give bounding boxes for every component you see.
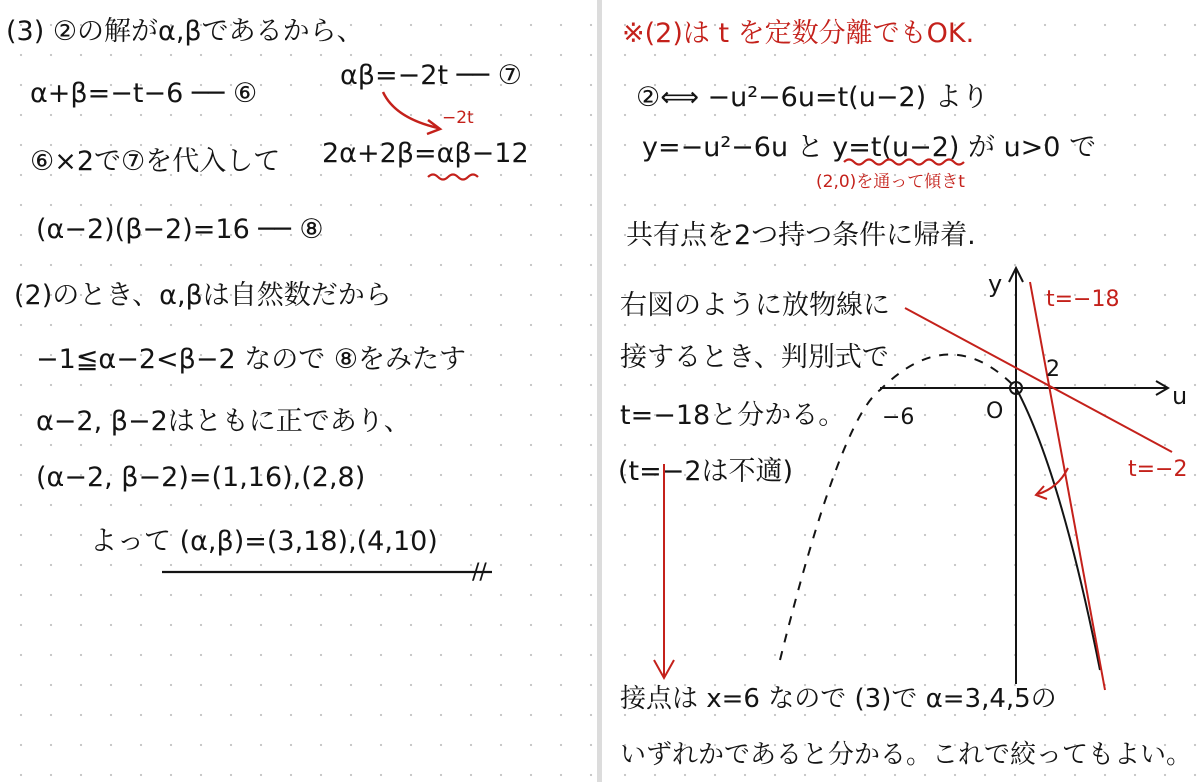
left-line-9: α−2, β−2はともに正であり、 [36,406,411,437]
left-line-10: (α−2, β−2)=(1,16),(2,8) [36,462,366,493]
right-line-9: いずれかであると分かる。これで絞ってもよい。 [620,740,1193,770]
right-line-2: y=−u²−6u と y=t(u−2) が u>0 で [642,132,1097,163]
parabola-dashed-branch [780,354,1016,660]
right-line-8: 接点は x=6 なので (3)で α=3,4,5の [620,684,1057,714]
graph-label-t-neg2: t=−2 [1128,457,1188,482]
right-line-4: 右図のように放物線に [620,290,890,321]
right-line-5: 接するとき、判別式で [620,342,889,373]
right-note: ※(2)は t を定数分離でもOK. [622,18,975,49]
right-line-3: 共有点を2つ持つ条件に帰着. [626,220,976,251]
right-line-1: ②⟺ −u²−6u=t(u−2) より [636,82,989,113]
graph-u-label: u [1172,382,1188,410]
left-line-2: α+β=−t−6 ── ⑥ [30,78,258,109]
graph-y-label: y [988,270,1003,298]
right-annot-through-point: (2,0)を通って傾きt [816,172,965,192]
graph-label-t-neg18: t=−18 [1046,287,1120,312]
left-line-5: 2α+2β=αβ−12 [322,138,529,169]
left-double-slash: // [472,560,487,585]
right-line-6: t=−18と分かる。 [620,400,846,431]
graph-tick-neg6: −6 [882,405,915,430]
line-t-neg18 [1030,282,1105,690]
alphabeta-wavy-underline [428,175,478,180]
left-line-11: よって (α,β)=(3,18),(4,10) [90,526,438,557]
left-line-6: (α−2)(β−2)=16 ── ⑧ [36,214,324,245]
left-line-7: (2)のとき、α,βは自然数だから [14,280,392,311]
right-line-7: (t=−2は不適) [618,456,794,487]
left-annot-neg2t: −2t [442,108,474,128]
tangent-line-wavy-underline [844,160,964,165]
left-line-1: (3) ②の解がα,βであるから、 [6,16,364,47]
left-line-8: −1≦α−2<β−2 なので ⑧をみたす [36,344,467,375]
graph-tick-2: 2 [1046,357,1060,382]
left-line-4: ⑥×2で⑦を代入して [30,146,281,177]
graph-origin-label: O [986,399,1004,424]
left-line-3: αβ=−2t ── ⑦ [340,60,522,91]
